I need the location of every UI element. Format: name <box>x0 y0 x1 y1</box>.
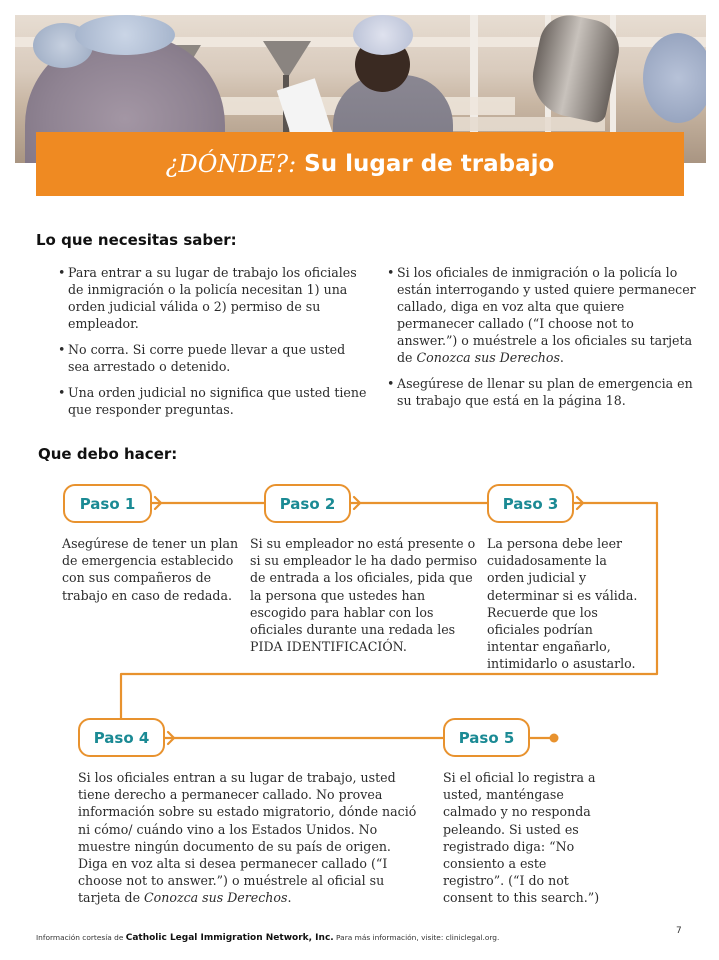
list-item: • Una orden judicial no significa que usted tiene que responder preguntas. <box>58 384 368 418</box>
step-3-label: Paso 3 <box>487 484 574 523</box>
step-5-label: Paso 5 <box>443 718 530 757</box>
arrow-head-icon <box>168 732 174 744</box>
footer-org: Catholic Legal Immigration Network, Inc. <box>125 933 334 943</box>
step-4-end: . <box>287 890 292 906</box>
arrow-head-icon <box>354 497 360 509</box>
title-prefix: ¿DÓNDE?: <box>165 150 297 178</box>
arrow-head-icon <box>155 497 161 509</box>
step-2-label: Paso 2 <box>264 484 351 523</box>
photo-worker <box>643 33 706 123</box>
section-heading-know: Lo que necesitas saber: <box>36 231 237 249</box>
title-banner <box>36 132 684 196</box>
step-4-text <box>78 769 418 907</box>
arrow-head-icon <box>577 497 583 509</box>
know-list-right <box>387 264 697 418</box>
end-dot-icon <box>550 734 559 743</box>
step-3-text: La persona debe leer cuidadosamente la orden judicial y determinar si es válida. Recuerde que los oficiales podrían intentar engañarlo, intimidarlo o asustarlo. <box>487 536 638 672</box>
card-name: Conozca sus Derechos <box>144 890 288 906</box>
step-5-text: Si el oficial lo registra a usted, manténgase calmado y no responda peleando. Si usted es registrado diga: “No consiento a este registro”. (“I do not consent to this search.”) <box>443 770 600 906</box>
photo-detail <box>263 41 311 79</box>
bullet-text: Si los oficiales de inmigración o la policía lo están interrogando y usted quiere permanecer callado, diga en voz alta que quiere permanecer callado (“I choose not to answer.”) o muéstrele a los oficiales su tarjeta de <box>397 265 696 365</box>
photo-worker <box>75 15 175 55</box>
footer-suffix: Para más información, visite: cliniclegal.org. <box>333 933 500 942</box>
list-item <box>387 264 697 366</box>
list-item: • Para entrar a su lugar de trabajo los oficiales de inmigración o la policía necesitan 1) una orden judicial válida o 2) permiso de su empleador. <box>58 264 368 332</box>
step-1-text: Asegúrese de tener un plan de emergencia establecido con sus compañeros de trabajo en caso de redada. <box>62 536 239 603</box>
step-4-body: Si los oficiales entran a su lugar de trabajo, usted tiene derecho a permanecer callado. No provea información sobre su estado migratorio, dónde nació ni cómo/ cuándo vino a los Estados Unidos. No muestre ningún documento de su país de origen. Diga en voz alta si desea permanecer callado (“I choose not to answer.”) o muéstrele al oficial su tarjeta de <box>78 770 417 906</box>
card-name: Conozca sus Derechos <box>416 350 560 365</box>
list-item: • No corra. Si corre puede llevar a que usted sea arrestado o detenido. <box>58 341 368 375</box>
step-2-text: Si su empleador no está presente o si su empleador le ha dado permiso de entrada a los oficiales, pida que la persona que ustedes han escogido para hablar con los oficiales durante una redada les PIDA IDENTIFICACIÓN. <box>250 536 478 655</box>
photo-worker <box>353 15 413 55</box>
bullet-end: . <box>559 350 564 365</box>
section-heading-todo: Que debo hacer: <box>38 445 178 463</box>
list-item <box>387 375 697 409</box>
page-number: 7 <box>676 926 682 936</box>
footer-credit <box>36 933 499 943</box>
bullet-text: Asegúrese de llenar su plan de emergencia en su trabajo que está en la página 18. <box>397 376 693 408</box>
step-1-label: Paso 1 <box>63 484 152 523</box>
page-title: Su lugar de trabajo <box>304 151 555 177</box>
step-4-label: Paso 4 <box>78 718 165 757</box>
know-list-left <box>58 264 368 427</box>
footer-prefix: Información cortesía de <box>36 933 126 942</box>
